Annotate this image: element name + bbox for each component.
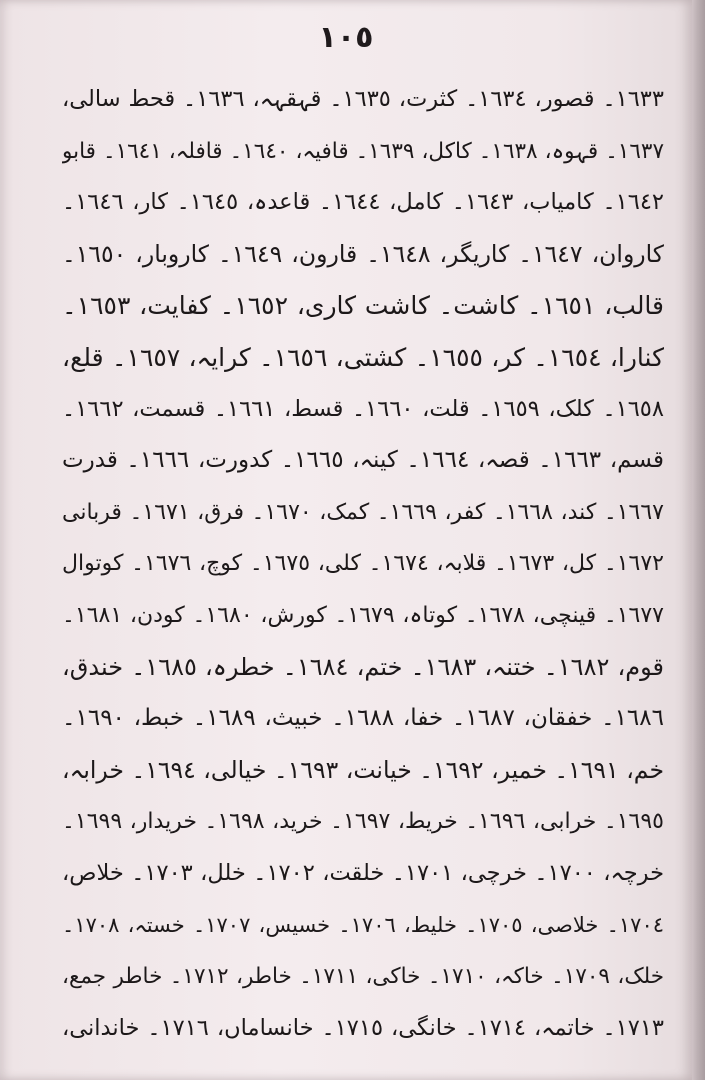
text-line: ١٦٤٢۔ کامیاب، ١٦٤٣۔ کامل، ١٦٤٤۔ قاعدہ، ١٦٤٥۔ کار، ١٦٤٦۔	[62, 189, 664, 216]
text-line: ١٦٧٧۔ قینچی، ١٦٧٨۔ کوتاہ، ١٦٧٩۔ کورش، ١٦٨٠۔ کودن، ١٦٨١۔	[62, 602, 664, 628]
text-line: خرچہ، ١٧٠٠۔ خرچی، ١٧٠١۔ خلقت، ١٧٠٢۔ خلل، ١٧٠٣۔ خلاص،	[62, 859, 664, 886]
text-line: کاروان، ١٦٤٧۔ کاریگر، ١٦٤٨۔ قارون، ١٦٤٩۔ کاروبار، ١٦٥٠۔	[62, 239, 664, 268]
text-line: ١٦٥٨۔ کلک، ١٦٥٩۔ قلت، ١٦٦٠۔ قسط، ١٦٦١۔ قسمت، ١٦٦٢۔	[62, 395, 664, 422]
text-line: قسم، ١٦٦٣۔ قصہ، ١٦٦٤۔ کینہ، ١٦٦٥۔ کدورت، ١٦٦٦۔ قدرت	[62, 447, 664, 474]
text-line: قالب، ١٦٥١۔ کاشت۔ کاشت کاری، ١٦٥٢۔ کفایت، ١٦٥٣۔	[62, 291, 664, 321]
text-line: خلک، ١٧٠٩۔ خاکہ، ١٧١٠۔ خاکی، ١٧١١۔ خاطر، ١٧١٢۔ خاطر جمع،	[62, 964, 664, 990]
text-line: ١٦٣٧۔ قہوہ، ١٦٣٨۔ کاکل، ١٦٣٩۔ قافیہ، ١٦٤٠۔ قافلہ، ١٦٤١۔ قابو	[62, 138, 664, 164]
text-line: ١٧١٣۔ خاتمہ، ١٧١٤۔ خانگی، ١٧١٥۔ خانساماں، ١٧١٦۔ خاندانی،	[62, 1014, 664, 1041]
text-line: ١٦٦٧۔ کند، ١٦٦٨۔ کفر، ١٦٦٩۔ کمک، ١٦٧٠۔ فرق، ١٦٧١۔ قربانی	[62, 499, 664, 525]
text-line: کنارا، ١٦٥٤۔ کر، ١٦٥٥۔ کشتی، ١٦٥٦۔ کرایہ، ١٦٥٧۔ قلع،	[62, 342, 664, 372]
text-line: ١٦٩٥۔ خرابی، ١٦٩٦۔ خریط، ١٦٩٧۔ خرید، ١٦٩٨۔ خریدار، ١٦٩٩۔	[62, 809, 664, 835]
text-line: قوم، ١٦٨٢۔ ختنہ، ١٦٨٣۔ ختم، ١٦٨٤۔ خطرہ، ١٦٨٥۔ خندق،	[62, 652, 664, 681]
text-block	[62, 74, 664, 1054]
text-line: ١٦٧٢۔ کل، ١٦٧٣۔ قلابہ، ١٦٧٤۔ کلی، ١٦٧٥۔ کوچ، ١٦٧٦۔ کوتوال	[62, 551, 664, 577]
text-line: ١٧٠٤۔ خلاصی، ١٧٠٥۔ خلیط، ١٧٠٦۔ خسیس، ١٧٠٧۔ خستہ، ١٧٠٨۔	[62, 912, 664, 937]
text-line: ١٦٨٦۔ خفقان، ١٦٨٧۔ خفا، ١٦٨٨۔ خبیث، ١٦٨٩۔ خبط، ١٦٩٠۔	[62, 705, 664, 732]
page-edge	[692, 0, 705, 1080]
page-number: ١٠٥	[318, 20, 374, 55]
text-line: ١٦٣٣۔ قصور، ١٦٣٤۔ کثرت، ١٦٣٥۔ قہقہہ، ١٦٣٦۔ قحط سالی،	[62, 86, 664, 112]
text-line: خم، ١٦٩١۔ خمیر، ١٦٩٢۔ خیانت، ١٦٩٣۔ خیالی، ١٦٩٤۔ خرابہ،	[62, 755, 664, 784]
